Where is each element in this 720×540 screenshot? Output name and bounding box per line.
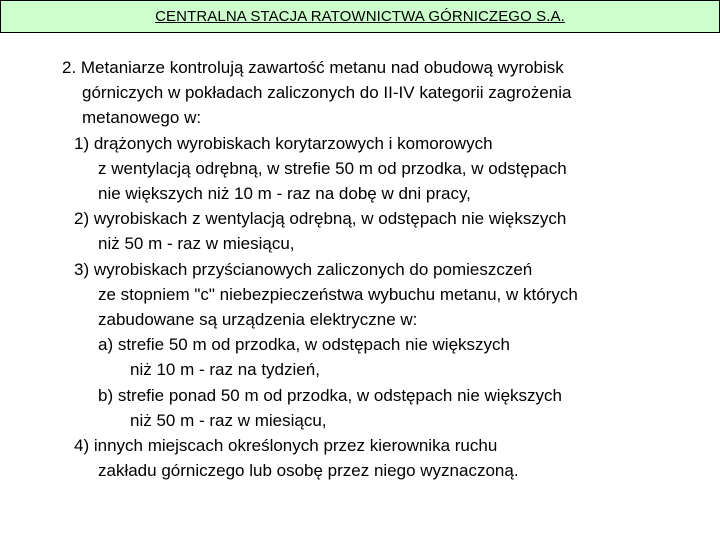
list-item-line: ze stopniem "c" niebezpieczeństwa wybuchu metanu, w których bbox=[98, 284, 578, 304]
list-item-line: zabudowane są urządzenia elektryczne w: bbox=[98, 310, 418, 329]
list-item-line: 4) innych miejscach określonych przez kierownika ruchu bbox=[74, 436, 498, 455]
sublist-item-line: niż 50 m - raz w miesiącu, bbox=[130, 410, 327, 430]
list-item-line: z wentylacją odrębną, w strefie 50 m od przodka, w odstępach bbox=[98, 158, 567, 178]
list-item-line: 3) wyrobiskach przyścianowych zaliczonych do pomieszczeń bbox=[74, 259, 533, 279]
paragraph-line: metanowego w: bbox=[82, 108, 202, 128]
sublist-item-line: niż 10 m - raz na tydzień, bbox=[130, 360, 320, 380]
paragraph-line: górniczych w pokładach zaliczonych do II-IV kategorii zagrożenia bbox=[82, 83, 572, 103]
sublist-item-line: a) strefie 50 m od przodka, w odstępach nie większych bbox=[98, 335, 510, 355]
header-bar bbox=[0, 0, 720, 33]
list-item-line: niż 50 m - raz w miesiącu, bbox=[98, 234, 295, 254]
list-item-line: 2) wyrobiskach z wentylacją odrębną, w odstępach nie większych bbox=[74, 209, 567, 229]
list-item-line: zakładu górniczego lub osobę przez niego wyznaczoną. bbox=[98, 461, 519, 481]
list-item-line: 1) drążonych wyrobiskach korytarzowych i komorowych bbox=[74, 133, 493, 153]
paragraph-line: 2. Metaniarze kontrolują zawartość metanu nad obudową wyrobisk bbox=[62, 58, 564, 77]
list-item-line: nie większych niż 10 m - raz na dobę w dni pracy, bbox=[98, 184, 471, 203]
sublist-item-line: b) strefie ponad 50 m od przodka, w odstępach nie większych bbox=[98, 385, 562, 405]
header-title: CENTRALNA STACJA RATOWNICTWA GÓRNICZEGO S.A. bbox=[155, 8, 565, 25]
